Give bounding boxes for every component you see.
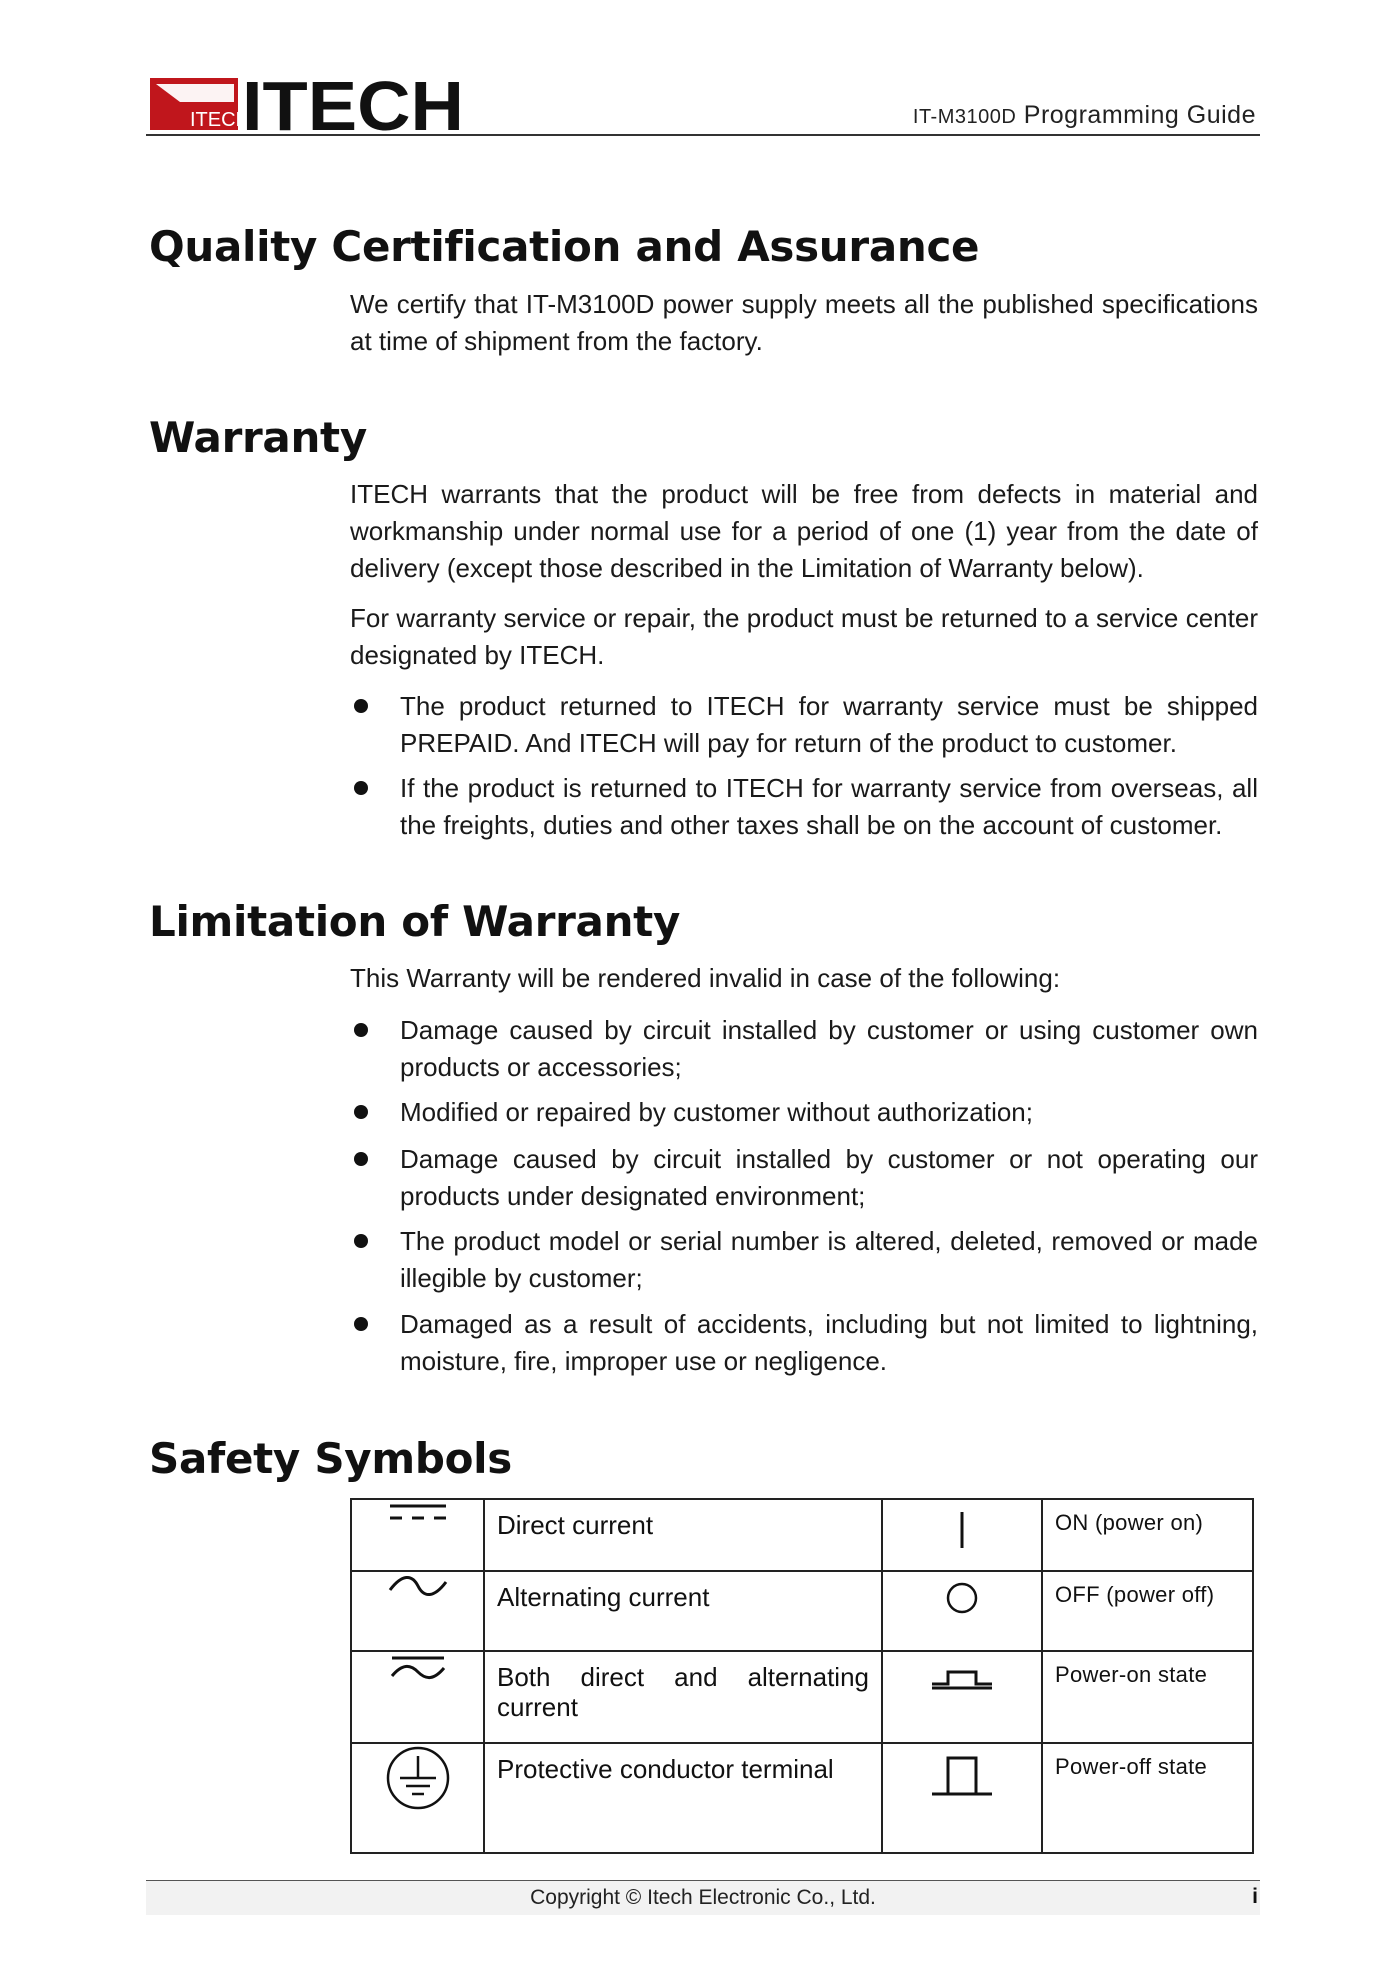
copyright-text: Copyright © Itech Electronic Co., Ltd.: [530, 1886, 876, 1909]
quality-heading: Quality Certification and Assurance: [149, 222, 980, 271]
document-title: [913, 101, 1256, 130]
bullet-icon: [354, 699, 368, 713]
warranty-paragraph-2: For warranty service or repair, the product must be returned to a service center designated by ITECH.: [350, 603, 1258, 670]
limitation-intro: This Warranty will be rendered invalid in case of the following:: [350, 963, 1061, 993]
symbol-cell: [351, 1571, 484, 1651]
warranty-bullet: [350, 770, 1258, 844]
table-row: [351, 1571, 1253, 1651]
table-row: [351, 1743, 1253, 1853]
warranty-heading: Warranty: [149, 413, 367, 462]
bullet-text: If the product is returned to ITECH for warranty service from overseas, all the freights, duties and other taxes shall be on the account of customer.: [400, 773, 1258, 840]
logo-badge-text: ITECH: [190, 109, 250, 131]
symbol-description: OFF (power off): [1042, 1571, 1253, 1651]
alternating-current-icon: [386, 1572, 450, 1600]
symbol-description: Alternating current: [484, 1571, 882, 1651]
page-number: i: [1252, 1885, 1258, 1908]
bullet-text: Damaged as a result of accidents, including but not limited to lightning, moisture, fire, improper use or negligence.: [400, 1309, 1258, 1376]
bullet-text: Damage caused by circuit installed by customer or using customer own products or accessories;: [400, 1015, 1258, 1082]
ac-dc-icon: [386, 1652, 450, 1684]
power-on-state-icon: [930, 1664, 994, 1694]
table-row: [351, 1499, 1253, 1571]
limitation-bullet: [350, 1012, 1258, 1086]
bullet-icon: [354, 1152, 368, 1166]
quality-text: We certify that IT-M3100D power supply meets all the published specifications at time of shipment from the factory.: [350, 289, 1258, 356]
power-off-state-icon: [930, 1752, 994, 1800]
itech-logo: [150, 76, 470, 132]
symbol-description: Power-on state: [1042, 1651, 1253, 1743]
symbol-description: Protective conductor terminal: [484, 1743, 882, 1853]
symbol-cell: [882, 1571, 1042, 1651]
power-on-icon: [952, 1508, 972, 1552]
bullet-text: Modified or repaired by customer without authorization;: [400, 1097, 1033, 1127]
safety-symbols-table: [350, 1498, 1254, 1854]
bullet-icon: [354, 781, 368, 795]
symbol-description: Both direct and alternating current: [484, 1651, 882, 1743]
symbol-cell: [351, 1651, 484, 1743]
warranty-bullet: [350, 688, 1258, 762]
protective-earth-icon: [384, 1744, 452, 1812]
symbol-description: ON (power on): [1042, 1499, 1253, 1571]
model-number: IT-M3100D: [912, 106, 1017, 128]
bullet-icon: [354, 1317, 368, 1331]
symbol-cell: [882, 1651, 1042, 1743]
limitation-bullet: [350, 1141, 1258, 1215]
bullet-icon: [354, 1105, 368, 1119]
symbol-cell: [351, 1743, 484, 1853]
bullet-text: The product model or serial number is altered, deleted, removed or made illegible by customer;: [400, 1226, 1258, 1293]
limitation-bullet: [350, 1094, 1258, 1131]
bullet-text: Damage caused by circuit installed by customer or not operating our products under designated environment;: [400, 1144, 1258, 1211]
warranty-paragraph-1: ITECH warrants that the product will be free from defects in material and workmanship under normal use for a period of one (1) year from the date of delivery (except those described in the Limitation of Warranty below).: [350, 479, 1258, 583]
guide-title: Programming Guide: [1023, 101, 1256, 129]
page-footer: [146, 1880, 1260, 1915]
bullet-icon: [354, 1023, 368, 1037]
power-off-icon: [944, 1580, 980, 1616]
logo-wordmark: ITECH: [242, 76, 464, 132]
limitation-heading: Limitation of Warranty: [149, 897, 681, 946]
limitation-bullet: [350, 1223, 1258, 1297]
safety-heading: Safety Symbols: [149, 1434, 512, 1483]
symbol-cell: [882, 1743, 1042, 1853]
symbol-cell: [882, 1499, 1042, 1571]
limitation-bullet: [350, 1306, 1258, 1380]
direct-current-icon: [386, 1500, 450, 1524]
symbol-cell: [351, 1499, 484, 1571]
symbol-description: Direct current: [484, 1499, 882, 1571]
table-row: [351, 1651, 1253, 1743]
bullet-text: The product returned to ITECH for warranty service must be shipped PREPAID. And ITECH will pay for return of the product to customer.: [400, 691, 1258, 758]
symbol-description: Power-off state: [1042, 1743, 1253, 1853]
bullet-icon: [354, 1234, 368, 1248]
page-header: [146, 76, 1260, 136]
